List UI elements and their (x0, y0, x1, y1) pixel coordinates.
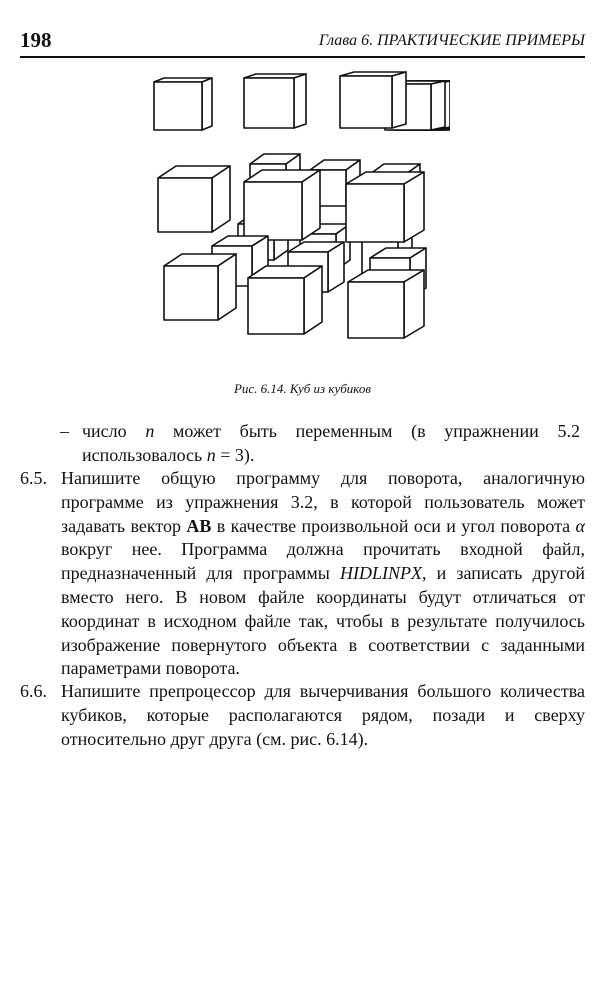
cube-face (404, 270, 424, 338)
cube-face (304, 266, 322, 334)
exercise-text: Напишите общую программу для поворота, аналогичную программе из упражнения 3.2, в которой пользователь может задавать вектор AB в качестве произвольной оси и угол поворота α вокруг нее. Программа должна прочитать входной файл, предназначенный для программы HIDLINPX, и записать другой вместо него. В новом файле координаты будут отличаться от координат в исходном файле так, чтобы в результате получилось изображение повернутого объекта в соответствии с заданными параметрами поворота. (61, 468, 586, 679)
running-head: Глава 6. ПРАКТИЧЕСКИЕ ПРИМЕРЫ (318, 32, 585, 49)
cube-face (302, 170, 320, 240)
cube-face (340, 76, 392, 128)
cube-face (404, 172, 424, 242)
exercise-number: 6.5. (20, 468, 47, 488)
cube-face (248, 278, 304, 334)
figure-caption: Рис. 6.14. Куб из кубиков (233, 381, 372, 396)
cube-face (202, 78, 212, 130)
cube (244, 74, 306, 128)
header-rule (20, 56, 585, 58)
exercise-number: 6.6. (20, 681, 47, 701)
cube (154, 78, 212, 130)
page-number: 198 (20, 28, 52, 52)
cube-face (294, 74, 306, 128)
cube (244, 170, 320, 240)
cube-face (212, 166, 230, 232)
cube-face (346, 184, 404, 242)
cube-face (244, 182, 302, 240)
exercise-6-6 (20, 680, 585, 751)
list-item-text: число n может быть переменным (в упражнении 5.2 использовалось n = 3). (82, 421, 580, 465)
variable-n: n (145, 421, 155, 441)
cube-face (218, 254, 236, 320)
exercise-text: Напишите препроцессор для вычерчивания большого количества кубиков, которые располагаются рядом, позади и сверху относительно друг друга (см. рис. 6.14). (61, 681, 585, 749)
cube-face (392, 72, 406, 128)
cubes-drawing (150, 66, 450, 366)
cube (248, 266, 322, 334)
list-dash: – (60, 421, 69, 441)
cube (340, 72, 406, 128)
variable-n: n (206, 444, 216, 465)
exercise-6-5 (20, 467, 585, 681)
cube (348, 270, 424, 338)
cube-face (158, 178, 212, 232)
cube-face (348, 282, 404, 338)
vector-ab: AB (186, 515, 212, 536)
list-item (60, 420, 580, 468)
angle-alpha: α (575, 515, 585, 536)
cube-face (431, 81, 445, 130)
figure-cube-of-cubes (150, 66, 450, 366)
cube (158, 166, 230, 232)
cube (164, 254, 236, 320)
cube-face (244, 78, 294, 128)
page-header (20, 28, 585, 58)
cube-face (154, 82, 202, 130)
cube-face (164, 266, 218, 320)
program-name: HIDLINPX (339, 563, 422, 584)
cube (346, 172, 424, 242)
